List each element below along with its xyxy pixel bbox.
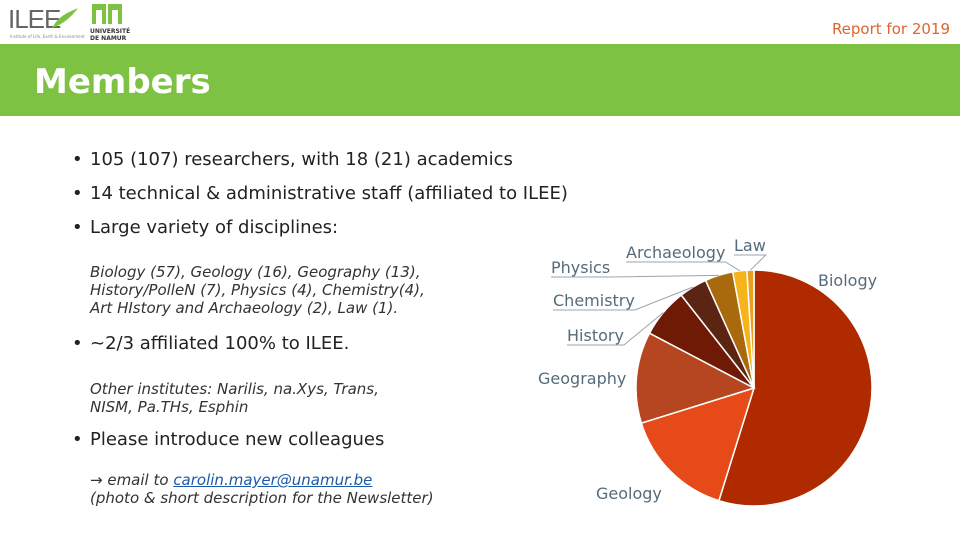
sub-line: History/PolleN (7), Physics (4), Chemistry(4),	[90, 281, 425, 299]
ilee-logo-tagline: Institute of Life, Earth & Environment	[10, 34, 85, 39]
university-logo-text: UNIVERSITÉ DE NAMUR	[90, 28, 131, 42]
page-title: Members	[34, 62, 211, 102]
pie-label-chemistry: Chemistry	[553, 291, 635, 310]
pie-leader-law	[734, 255, 766, 270]
sub-line: Art HIstory and Archaeology (2), Law (1).	[90, 299, 399, 317]
pie-label-law: Law	[734, 236, 766, 255]
pie-label-physics: Physics	[551, 258, 611, 277]
bullet-dot: •	[72, 217, 83, 238]
sub-line: Other institutes: Narilis, na.Xys, Trans,	[90, 380, 379, 398]
pie-label-geography: Geography	[538, 369, 627, 388]
sub-line: NISM, Pa.THs, Esphin	[90, 398, 249, 416]
sub-line: Biology (57), Geology (16), Geography (13),	[90, 263, 421, 281]
bullet-text: Large variety of disciplines:	[90, 217, 339, 238]
bullet-text: Please introduce new colleagues	[90, 429, 385, 450]
email-link[interactable]: carolin.mayer@unamur.be	[173, 471, 373, 489]
pie-label-geology: Geology	[596, 484, 662, 503]
email-prefix: → email to	[90, 471, 174, 489]
bullet-text: 105 (107) researchers, with 18 (21) academics	[90, 149, 513, 170]
bullet-dot: •	[72, 333, 83, 354]
pie-leader-archaeology	[626, 262, 740, 271]
bullet-dot: •	[72, 183, 83, 204]
report-label: Report for 2019	[831, 20, 950, 38]
ilee-logo-text: ILEE	[8, 4, 61, 34]
bullet-text: 14 technical & administrative staff (affiliated to ILEE)	[90, 183, 568, 204]
bullet-dot: •	[72, 149, 83, 170]
pie-label-biology: Biology	[818, 271, 878, 290]
pie-label-archaeology: Archaeology	[626, 243, 726, 262]
pie-label-history: History	[567, 326, 624, 345]
sub-line: (photo & short description for the Newsletter)	[90, 489, 434, 507]
bullet-dot: •	[72, 429, 83, 450]
pie-slices	[636, 270, 872, 506]
bullet-text: ~2/3 affiliated 100% to ILEE.	[90, 333, 350, 354]
